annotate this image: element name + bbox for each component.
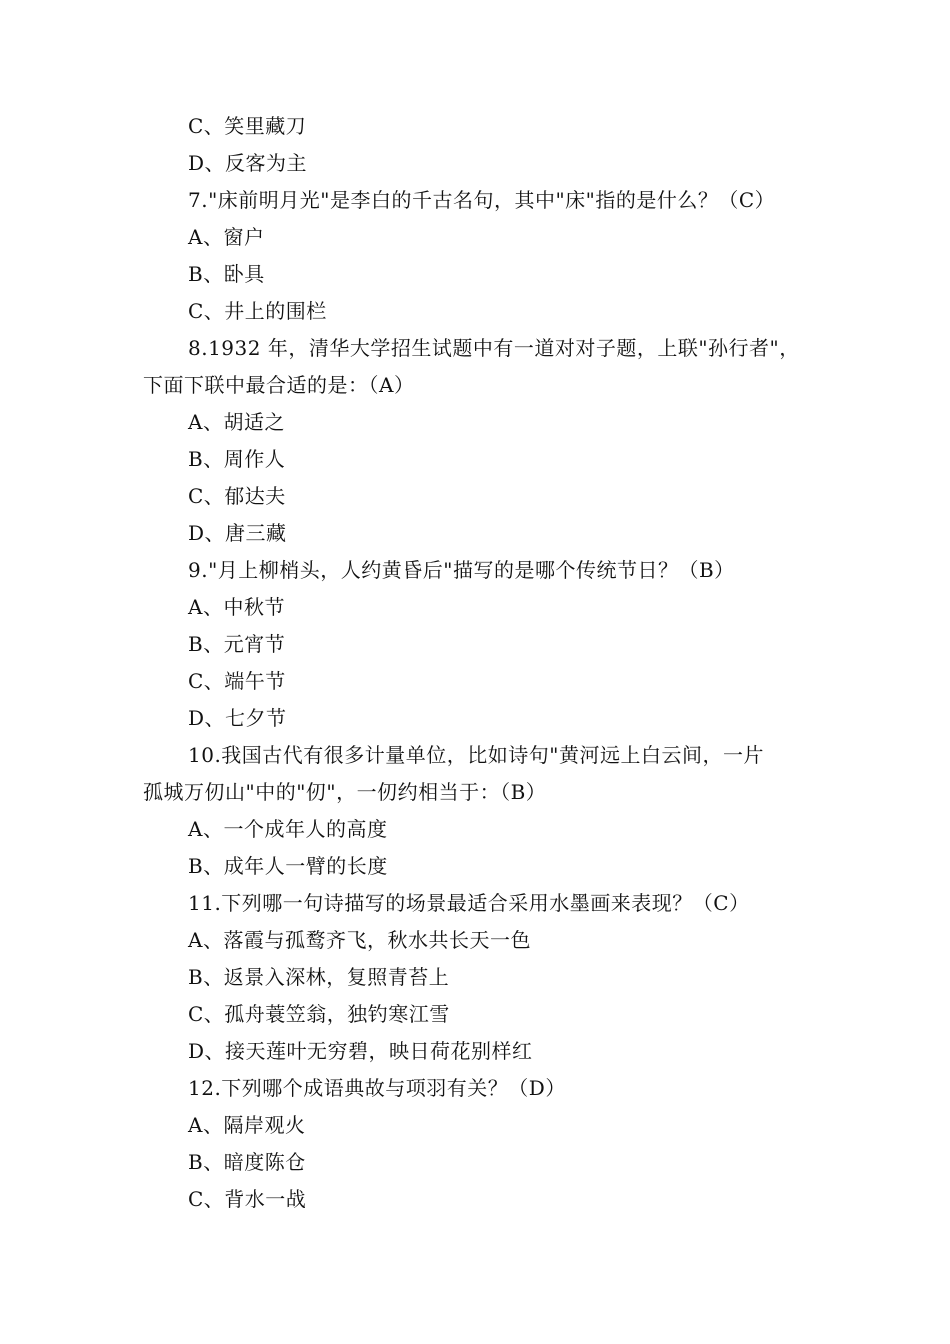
q8-option-a: A、胡适之: [188, 410, 285, 434]
q8-option-c: C、郁达夫: [188, 484, 286, 508]
q11-option-d: D、接天莲叶无穷碧，映日荷花别样红: [188, 1039, 533, 1063]
q11-option-c: C、孤舟蓑笠翁，独钓寒江雪: [188, 1002, 450, 1026]
q9-option-a: A、中秋节: [188, 595, 285, 619]
q12-option-b: B、暗度陈仓: [188, 1150, 306, 1174]
q9-option-d: D、七夕节: [188, 706, 287, 730]
q11-question: 11.下列哪一句诗描写的场景最适合采用水墨画来表现？（C）: [188, 891, 750, 915]
q7-question: 7."床前明月光"是李白的千古名句，其中"床"指的是什么？（C）: [188, 188, 776, 212]
q9-question: 9."月上柳梢头，人约黄昏后"描写的是哪个传统节日？（B）: [188, 558, 735, 582]
q10-option-b: B、成年人一臂的长度: [188, 854, 388, 878]
q9-option-b: B、元宵节: [188, 632, 286, 656]
q8-question-line2: 下面下联中最合适的是：（A）: [143, 373, 415, 397]
q8-question-line1: 8.1932 年，清华大学招生试题中有一道对对子题，上联"孙行者"，: [188, 336, 800, 360]
q8-option-d: D、唐三藏: [188, 521, 287, 545]
q7-option-c: C、井上的围栏: [188, 299, 327, 323]
q11-option-b: B、返景入深林，复照青苔上: [188, 965, 450, 989]
q10-question-line1: 10.我国古代有很多计量单位，比如诗句"黄河远上白云间，一片: [188, 743, 765, 767]
q12-option-a: A、隔岸观火: [188, 1113, 306, 1137]
q7-option-b: B、卧具: [188, 262, 265, 286]
q12-option-c: C、背水一战: [188, 1187, 307, 1211]
q9-option-c: C、端午节: [188, 669, 286, 693]
q10-question-line2: 孤城万仞山"中的"仞"，一仞约相当于：（B）: [143, 780, 547, 804]
q6-option-c: C、笑里藏刀: [188, 114, 307, 138]
q12-question: 12.下列哪个成语典故与项羽有关？（D）: [188, 1076, 566, 1100]
q11-option-a: A、落霞与孤鹜齐飞，秋水共长天一色: [188, 928, 531, 952]
q6-option-d: D、反客为主: [188, 151, 308, 175]
q10-option-a: A、一个成年人的高度: [188, 817, 388, 841]
q7-option-a: A、窗户: [188, 225, 265, 249]
q8-option-b: B、周作人: [188, 447, 286, 471]
